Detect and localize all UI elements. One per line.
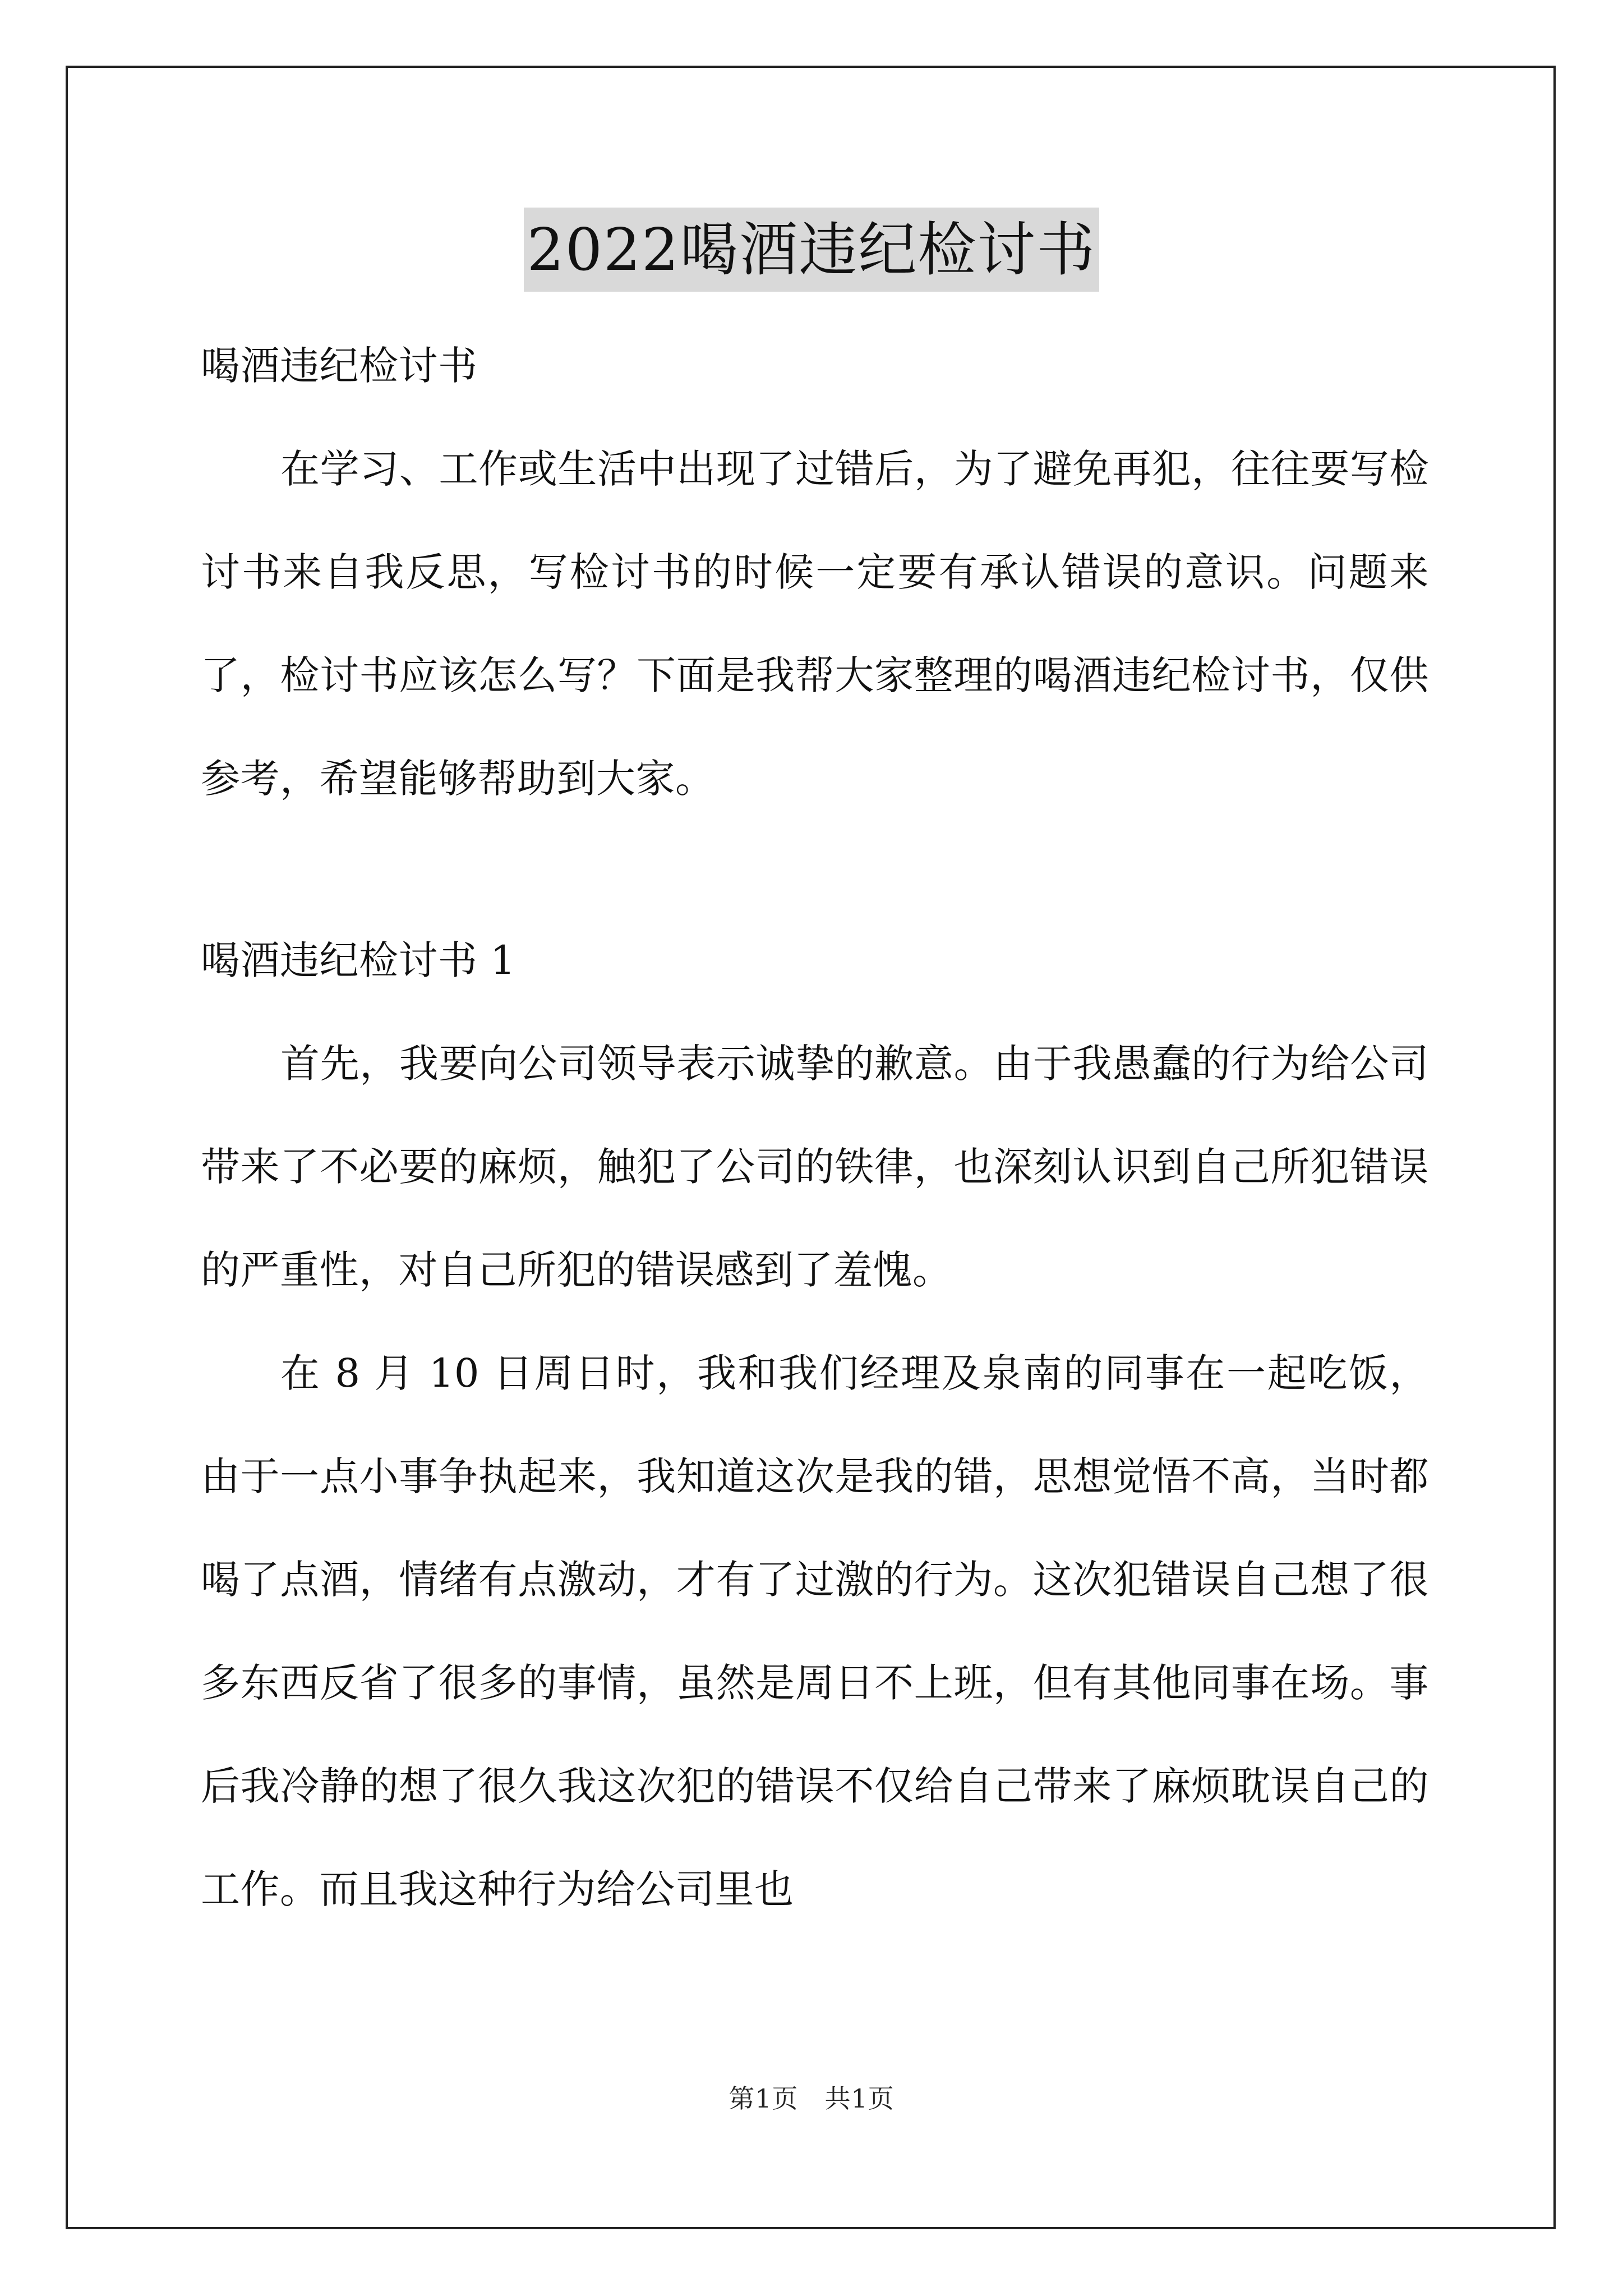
document-body — [201, 314, 1429, 1941]
title-container — [0, 208, 1623, 292]
section-heading-intro: 喝酒违纪检讨书 — [201, 343, 478, 389]
page-number-total: 共1页 — [824, 2083, 895, 2114]
document-title: 2022喝酒违纪检讨书 — [524, 208, 1100, 292]
section-heading-1: 喝酒违纪检讨书 1 — [201, 937, 516, 983]
body-paragraph-2: 在 8 月 10 日周日时，我和我们经理及泉南的同事在一起吃饭，由于一点小事争执起来，我知道这次是我的错，思想觉悟不高，当时都喝了点酒，情绪有点激动，才有了过激的行为。这次犯错误自己想了很多东西反省了很多的事情，虽然是周日不上班，但有其他同事在场。事后我冷静的想了很久我这次犯的错误不仅给自己带来了麻烦耽误自己的工作。而且我这种行为给公司里也 — [201, 1350, 1429, 1912]
page-number-current: 第1页 — [728, 2083, 799, 2114]
body-paragraph-1: 首先，我要向公司领导表示诚挚的歉意。由于我愚蠢的行为给公司带来了不必要的麻烦，触犯了公司的铁律，也深刻认识到自己所犯错误的严重性，对自己所犯的错误感到了羞愧。 — [201, 1041, 1429, 1293]
page-footer — [0, 2078, 1623, 2115]
intro-paragraph: 在学习、工作或生活中出现了过错后，为了避免再犯，往往要写检讨书来自我反思，写检讨书的时候一定要有承认错误的意识。问题来了，检讨书应该怎么写？下面是我帮大家整理的喝酒违纪检讨书，仅供参考，希望能够帮助到大家。 — [201, 446, 1429, 802]
